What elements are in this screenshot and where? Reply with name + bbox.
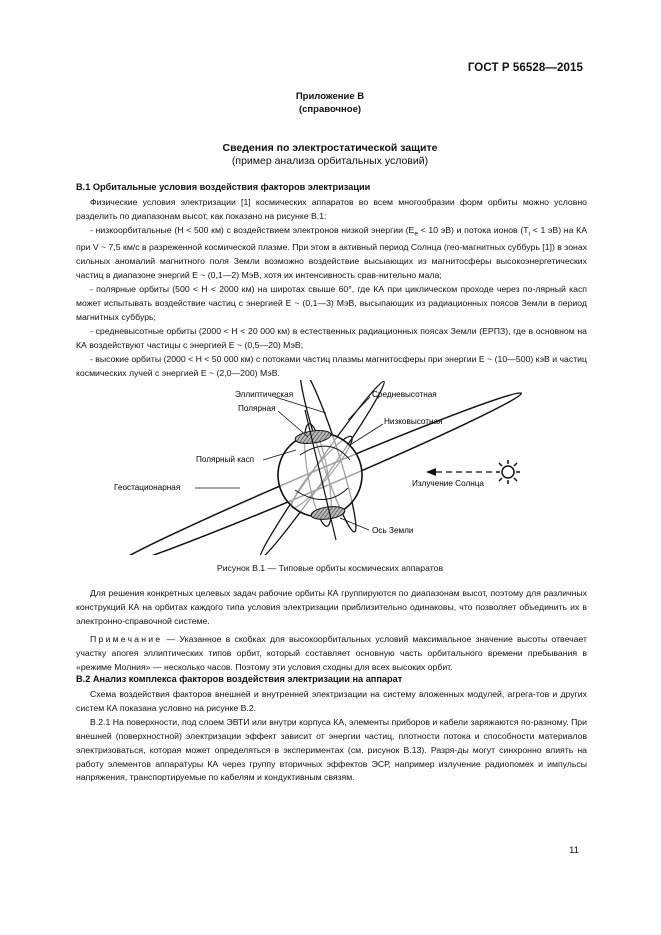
label-sun: Излучение Солнца — [412, 479, 484, 488]
subscript: i — [528, 230, 530, 238]
appendix-header — [70, 90, 590, 116]
standard-number: ГОСТ Р 56528—2015 — [467, 62, 583, 74]
b2-body — [76, 688, 587, 785]
section-subtitle: (пример анализа орбитальных условий) — [231, 155, 429, 167]
b1-paragraph-2 — [76, 224, 587, 283]
label-polar: Полярная — [238, 404, 276, 413]
subscript: e — [414, 230, 418, 238]
b2-paragraph-1: Схема воздействия факторов внешней и внутренней электризации на систему вложенных модулей, агрега-тов и других систем КА показана условно на рисунке В.2. — [76, 689, 587, 713]
after-figure-paragraph: Для решения конкретных целевых задач рабочие орбиты КА группируются по диапазонам высот, поэтому для различных конструкций КА на орбитах каждого типа условия электризации приблизительно одинаковы, что позволяет объединить их в электронно-справочной системе. — [76, 588, 587, 626]
page-number: 11 — [569, 845, 579, 856]
b1-paragraph-3: - полярные орбиты (500 < H < 2000 км) на широтах свыше 60°, где КА при циклическом проходе через по-лярный касп может испытывать воздействие частиц с энергией E ~ (0,1—3) МэВ, высыпающих из радиационных поясов Земли в период магнитных суббурь; — [76, 284, 587, 322]
b1-paragraph-1: Физические условия электризации [1] космических аппаратов во всем многообразии форм орбиты можно условно разделить по диапазонам высот, как показано на рисунке В.1: — [76, 197, 587, 221]
label-low: Низковысотная — [384, 417, 443, 426]
b1-body — [76, 196, 587, 381]
text-run: < 1 эВ) на КА при V ~ 7,5 км/с в разреженной космической плазме. При этом в активный период Солнца (гео-магнитных суббурь [1]) в зонах сильных аномалий магнитного поля Земли возможно воздействие высыающих из магнитосферы высокоэнергетических частиц в диапазоне энергий E ~ (0,1—2) МэВ, хотя их интенсивность срав-нительно мала; — [76, 224, 587, 281]
after-figure-body — [76, 587, 587, 674]
text-run: < 10 эВ) и потока ионов (T — [417, 224, 529, 235]
section-header — [70, 142, 590, 168]
note-label: Примечание — [90, 633, 163, 644]
figure-caption: Рисунок В.1 — Типовые орбиты космических аппаратов — [216, 563, 444, 573]
note-paragraph — [76, 633, 587, 675]
note-text: — Указанное в скобках для высокоорбитальных условий максимальное значение высоты отвечает участку апогея эллиптических типов орбит, который составляет основную часть орбитального времени пребывания в «режиме Молния» — несколько часов. Поэтому эти условия сходны для всех высоких орбит. — [76, 633, 587, 672]
heading-b1: В.1 Орбитальные условия воздействия факторов электризации — [76, 182, 371, 192]
sun-icon — [496, 460, 520, 484]
b1-paragraph-5: - высокие орбиты (2000 < H < 50 000 км) с потоками частиц плазмы магнитосферы при энергии E ~ (10—500) кэВ и частиц космических лучей с энергией E ~ (2,0—200) МэВ. — [76, 353, 587, 378]
b2-paragraph-2: В.2.1 На поверхности, под слоем ЭВТИ или внутри корпуса КА, элементы приборов и кабели заряжаются по-разному. При внешней (поверхностной) электризации эффект зависит от энергии частиц, плотности потока и способности материалов электризоваться, которая может определяться в экспериментах (см. рисунок В.13). Разря-ды могут синхронно влиять на работу элементов аппаратуры КА через группу вторичных эффектов ЭСР, например излучение радиопомех и импульсы напряжения, транспортируемые по кабелям и кондуктивным связям. — [76, 716, 587, 783]
arrow-head-icon — [426, 468, 436, 476]
orbits-figure — [100, 380, 560, 555]
section-title: Сведения по электростатической защите — [222, 142, 438, 154]
appendix-subtitle: (справочное) — [298, 104, 362, 115]
b1-paragraph-4: - средневысотные орбиты (2000 < H < 20 000 км) в естественных радиационных поясах Земли (ЕРПЗ), где в основном на КА воздействуют частицы с энергией E ~ (0,5—20) МэВ; — [76, 325, 587, 350]
label-polar-cusp: Полярный касп — [196, 455, 255, 464]
label-geostationary: Геостационарная — [114, 483, 181, 492]
text-run: - низкоорбитальные (H < 500 км) с воздействием электронов низкой энергии (E — [90, 224, 415, 235]
heading-b2: В.2 Анализ комплекса факторов воздействия электризации на аппарат — [76, 674, 403, 684]
label-medium: Средневысотная — [372, 390, 437, 399]
appendix-title: Приложение В — [295, 91, 365, 102]
label-axis: Ось Земли — [372, 526, 414, 535]
label-elliptic: Эллиптическая — [235, 390, 294, 399]
